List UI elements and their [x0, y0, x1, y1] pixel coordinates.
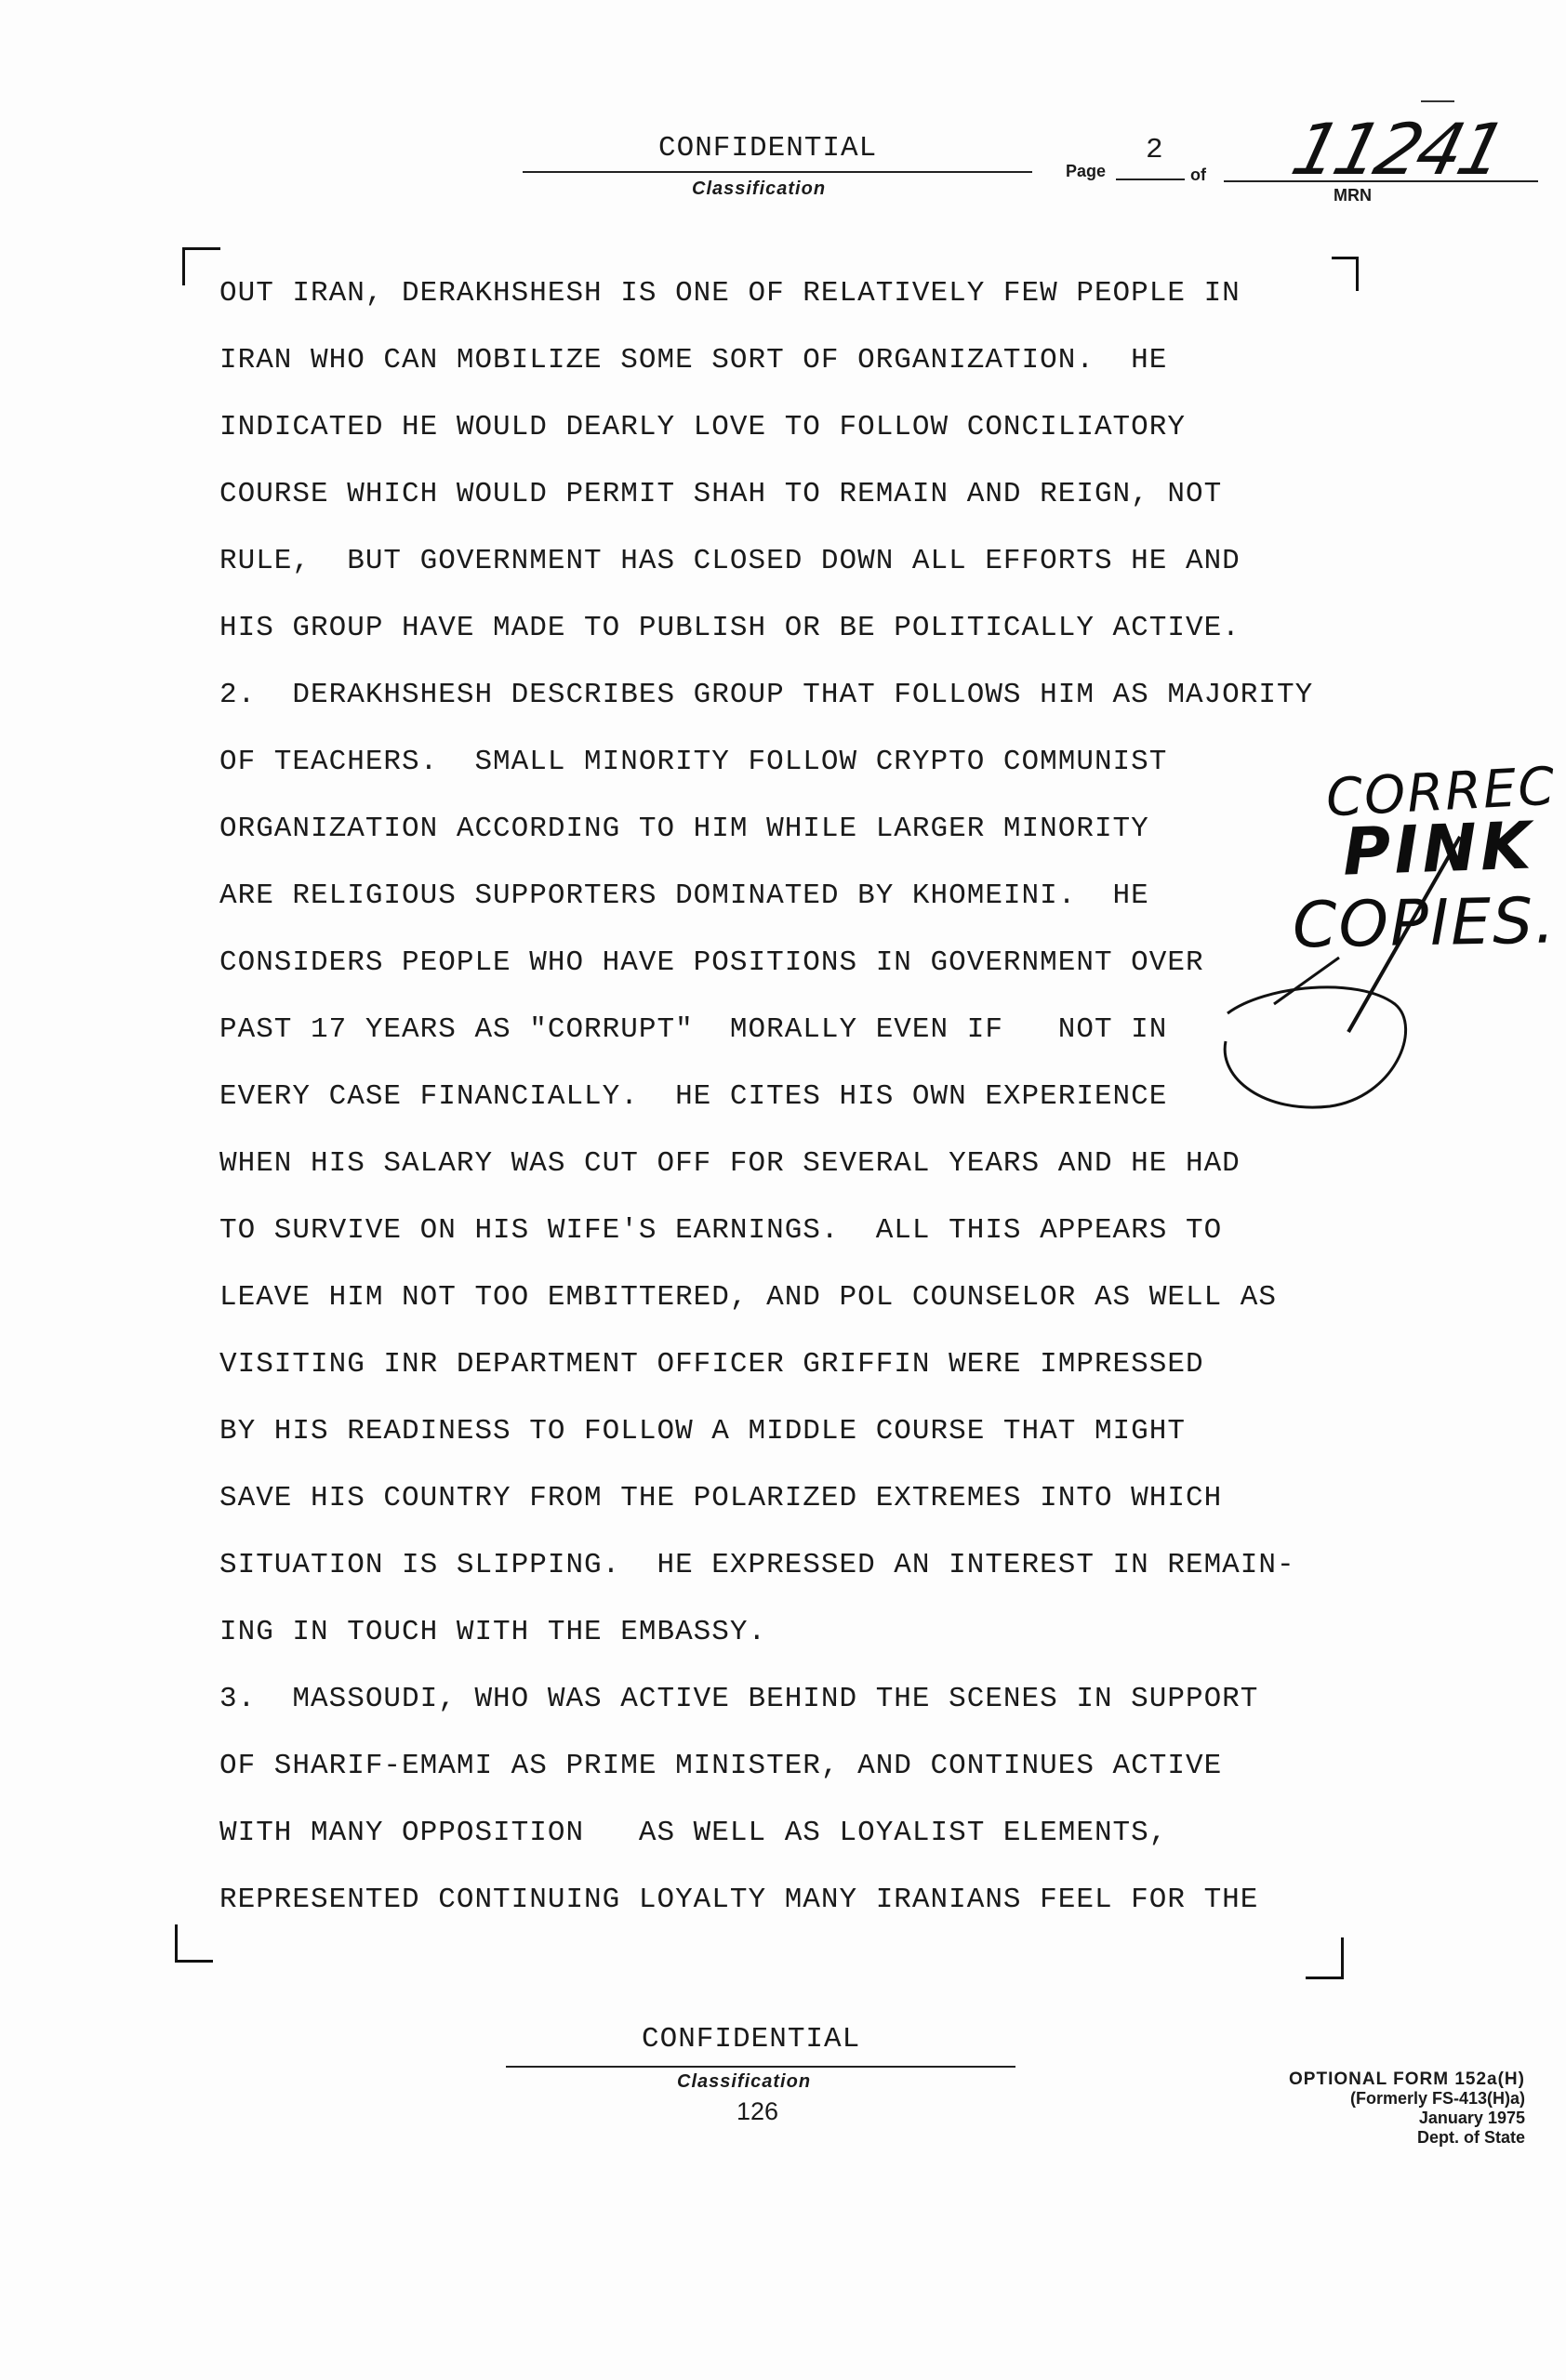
body-line: ORGANIZATION ACCORDING TO HIM WHILE LARGER MINORITY — [219, 813, 1149, 845]
annotation-line-3: COPIES. — [1292, 884, 1558, 963]
header-classification-label: Classification — [692, 178, 827, 199]
body-line: PAST 17 YEARS AS "CORRUPT" MORALLY EVEN IF NOT IN — [219, 1013, 1168, 1046]
body-line: REPRESENTED CONTINUING LOYALTY MANY IRANIANS FEEL FOR THE — [219, 1884, 1259, 1916]
body-line: HIS GROUP HAVE MADE TO PUBLISH OR BE POLITICALLY ACTIVE. — [219, 612, 1241, 644]
body-line: EVERY CASE FINANCIALLY. HE CITES HIS OWN EXPERIENCE — [219, 1080, 1168, 1113]
body-line: OF TEACHERS. SMALL MINORITY FOLLOW CRYPTO COMMUNIST — [219, 746, 1168, 778]
body-line: ARE RELIGIOUS SUPPORTERS DOMINATED BY KHOMEINI. HE — [219, 879, 1149, 912]
header-classification: CONFIDENTIAL — [658, 132, 878, 165]
form-line-2: (Formerly FS-413(H)a) — [1349, 2089, 1525, 2108]
header-of-label: of — [1190, 165, 1206, 184]
body-line: RULE, BUT GOVERNMENT HAS CLOSED DOWN ALL EFFORTS HE AND — [219, 545, 1241, 577]
form-line-4: Dept. of State — [1416, 2128, 1525, 2147]
body-line: IRAN WHO CAN MOBILIZE SOME SORT OF ORGANIZATION. HE — [219, 344, 1168, 377]
header-classification-rule — [523, 171, 1032, 173]
footer-classification-rule — [506, 2066, 1015, 2068]
handwritten-annotation — [1292, 756, 1562, 976]
header-mrn-rule — [1224, 180, 1538, 182]
body-line: 3. MASSOUDI, WHO WAS ACTIVE BEHIND THE SCENES IN SUPPORT — [219, 1683, 1259, 1715]
body-line: TO SURVIVE ON HIS WIFE'S EARNINGS. ALL THIS APPEARS TO — [219, 1214, 1223, 1247]
corner-bracket-bottom-left — [175, 1924, 213, 1963]
body-line: BY HIS READINESS TO FOLLOW A MIDDLE COURSE THAT MIGHT — [219, 1415, 1186, 1448]
body-line: WITH MANY OPPOSITION AS WELL AS LOYALIST ELEMENTS, — [219, 1817, 1168, 1849]
header-dash-mark — [1421, 100, 1454, 102]
footer-classification-label: Classification — [677, 2071, 812, 2092]
body-line: CONSIDERS PEOPLE WHO HAVE POSITIONS IN GOVERNMENT OVER — [219, 946, 1204, 979]
body-line: WHEN HIS SALARY WAS CUT OFF FOR SEVERAL YEARS AND HE HAD — [219, 1147, 1241, 1180]
annotation-line-1: CORREC — [1324, 756, 1559, 829]
body-line: ING IN TOUCH WITH THE EMBASSY. — [219, 1616, 767, 1648]
header-mrn-label: MRN — [1334, 186, 1372, 205]
header-page-rule — [1116, 178, 1185, 180]
body-line: SAVE HIS COUNTRY FROM THE POLARIZED EXTREMES INTO WHICH — [219, 1482, 1223, 1514]
footer-classification: CONFIDENTIAL — [642, 2023, 861, 2056]
header-page-label: Page — [1066, 162, 1107, 180]
telegram-body — [219, 260, 1466, 1934]
annotation-line-2: PINK — [1341, 807, 1536, 891]
corner-bracket-top-left — [182, 247, 220, 285]
header-mrn-handwritten: 11241 — [1283, 108, 1511, 191]
body-line: OF SHARIF-EMAMI AS PRIME MINISTER, AND CONTINUES ACTIVE — [219, 1750, 1223, 1782]
body-line: INDICATED HE WOULD DEARLY LOVE TO FOLLOW CONCILIATORY — [219, 411, 1186, 443]
body-line: OUT IRAN, DERAKHSHESH IS ONE OF RELATIVELY FEW PEOPLE IN — [219, 277, 1241, 310]
body-line: LEAVE HIM NOT TOO EMBITTERED, AND POL COUNSELOR AS WELL AS — [219, 1281, 1277, 1314]
corner-bracket-bottom-right — [1306, 1937, 1344, 1979]
form-line-3: January 1975 — [1418, 2109, 1525, 2127]
header-page-number: 2 — [1146, 134, 1163, 166]
body-line: SITUATION IS SLIPPING. HE EXPRESSED AN INTEREST IN REMAIN- — [219, 1549, 1295, 1581]
body-line: COURSE WHICH WOULD PERMIT SHAH TO REMAIN AND REIGN, NOT — [219, 478, 1223, 510]
body-line: 2. DERAKHSHESH DESCRIBES GROUP THAT FOLLOWS HIM AS MAJORITY — [219, 679, 1314, 711]
body-line: VISITING INR DEPARTMENT OFFICER GRIFFIN WERE IMPRESSED — [219, 1348, 1204, 1381]
form-line-1: OPTIONAL FORM 152a(H) — [1289, 2069, 1525, 2089]
footer-page-number: 126 — [737, 2097, 779, 2125]
footer-form-id — [1209, 2069, 1525, 2148]
